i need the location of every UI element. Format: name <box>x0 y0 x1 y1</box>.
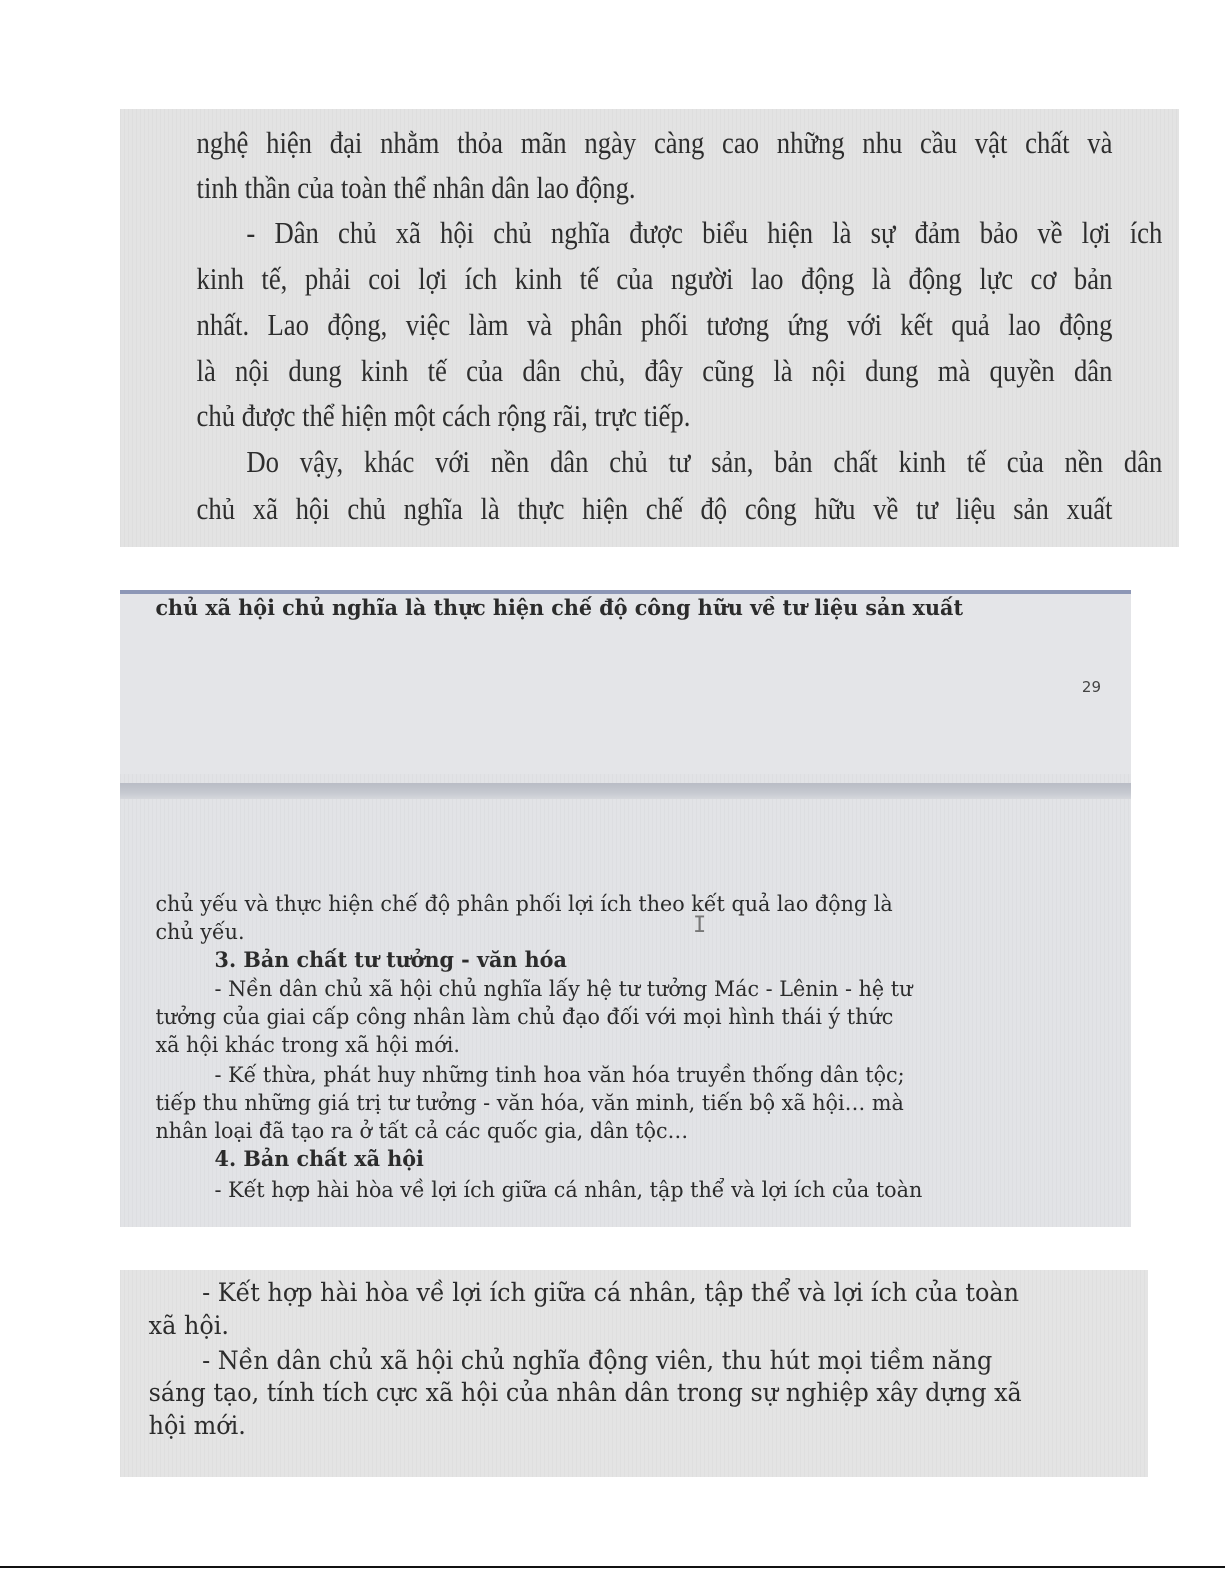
text-line: chủ yếu. <box>155 920 245 944</box>
text-line: kinh tế, phải coi lợi ích kinh tế của người lao động là động lực cơ bản <box>196 261 1113 296</box>
text-line: Do vậy, khác với nền dân chủ tư sản, bản chất kinh tế của nền dân <box>246 444 1163 479</box>
text-line: là nội dung kinh tế của dân chủ, đây cũng là nội dung mà quyền dân <box>196 353 1113 388</box>
page-number: 29 <box>1081 678 1101 696</box>
text-line: - Kết hợp hài hòa về lợi ích giữa cá nhân, tập thể và lợi ích của toàn <box>214 1178 923 1202</box>
section-heading: 3. Bản chất tư tưởng - văn hóa <box>214 947 567 972</box>
page-separator <box>120 783 1131 799</box>
text-line: chủ xã hội chủ nghĩa là thực hiện chế độ công hữu về tư liệu sản xuất <box>196 491 1113 526</box>
text-line: nhất. Lao động, việc làm và phân phối tương ứng với kết quả lao động <box>196 307 1113 342</box>
bottom-rule <box>0 1566 1225 1568</box>
text-line: nhân loại đã tạo ra ở tất cả các quốc gia, dân tộc… <box>155 1119 689 1143</box>
text-line: sáng tạo, tính tích cực xã hội của nhân dân trong sự nghiệp xây dựng xã <box>148 1378 1022 1407</box>
text-line: hội mới. <box>148 1411 246 1440</box>
text-line: tưởng của giai cấp công nhân làm chủ đạo đối với mọi hình thái ý thức <box>155 1005 894 1029</box>
text-line: - Dân chủ xã hội chủ nghĩa được biểu hiện là sự đảm bảo về lợi ích <box>246 215 1163 250</box>
screen-photo-3 <box>120 1270 1148 1477</box>
screen-photo-2 <box>120 590 1131 1227</box>
text-line: nghệ hiện đại nhằm thỏa mãn ngày càng cao những nhu cầu vật chất và <box>196 125 1113 160</box>
text-line: xã hội khác trong xã hội mới. <box>155 1033 460 1057</box>
previous-page-last-line: chủ xã hội chủ nghĩa là thực hiện chế độ công hữu về tư liệu sản xuất <box>155 595 964 620</box>
text-line: - Nền dân chủ xã hội chủ nghĩa lấy hệ tư tưởng Mác - Lênin - hệ tư <box>214 977 913 1001</box>
text-line: xã hội. <box>148 1311 229 1340</box>
section-heading: 4. Bản chất xã hội <box>214 1146 424 1171</box>
text-line: chủ yếu và thực hiện chế độ phân phối lợi ích theo kết quả lao động là <box>155 892 893 916</box>
book-photo-1 <box>120 109 1179 547</box>
text-line: tiếp thu những giá trị tư tưởng - văn hóa, văn minh, tiến bộ xã hội… mà <box>155 1091 904 1115</box>
text-line: chủ được thể hiện một cách rộng rãi, trực tiếp. <box>196 398 691 433</box>
text-cursor-icon: I <box>693 913 707 938</box>
text-line: - Kết hợp hài hòa về lợi ích giữa cá nhân, tập thể và lợi ích của toàn <box>202 1278 1019 1307</box>
text-line: - Kế thừa, phát huy những tinh hoa văn hóa truyền thống dân tộc; <box>214 1063 905 1087</box>
text-line: - Nền dân chủ xã hội chủ nghĩa động viên, thu hút mọi tiềm năng <box>202 1346 993 1375</box>
text-line: tinh thần của toàn thể nhân dân lao động. <box>196 170 636 205</box>
